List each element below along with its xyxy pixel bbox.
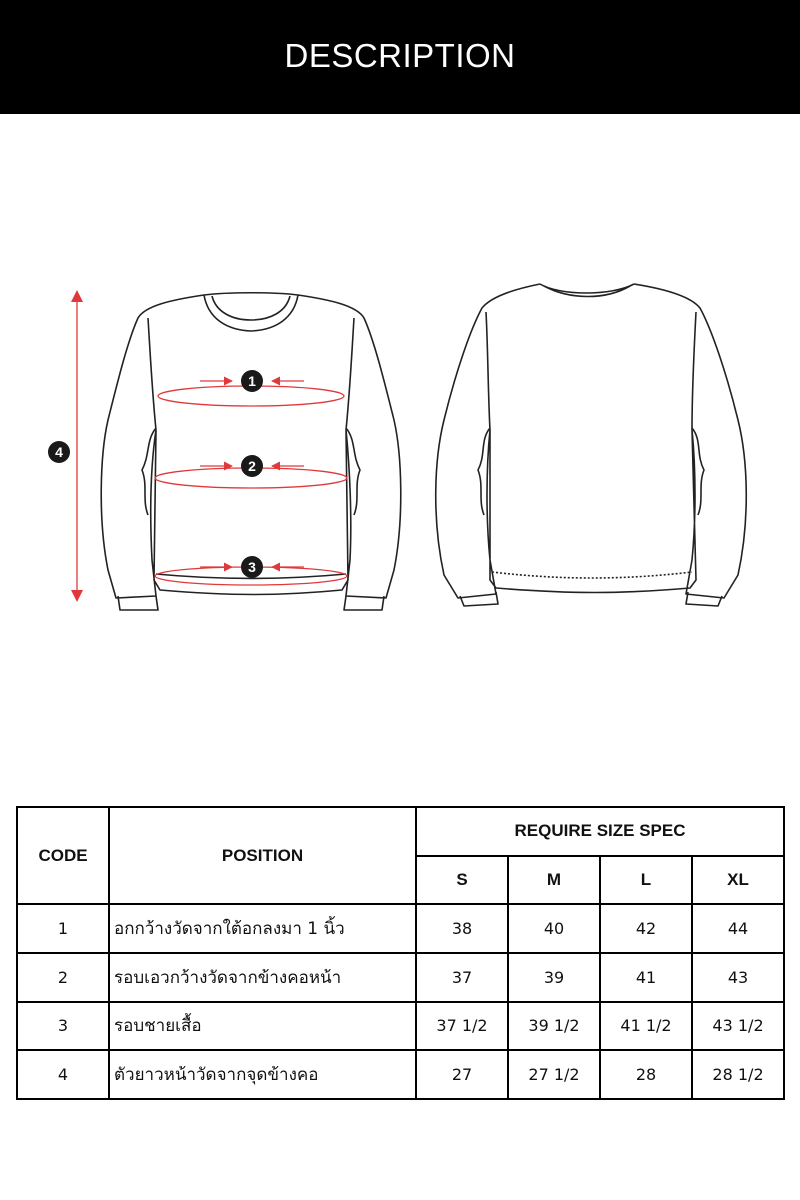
header-bar xyxy=(0,0,800,114)
value-cell: 27 1/2 xyxy=(508,1050,600,1099)
value-cell: 39 1/2 xyxy=(508,1002,600,1051)
value-cell: 28 1/2 xyxy=(692,1050,784,1099)
svg-text:4: 4 xyxy=(55,444,63,460)
marker-3 xyxy=(241,556,263,578)
page-title: DESCRIPTION xyxy=(284,37,516,74)
value-cell: 28 xyxy=(600,1050,692,1099)
value-cell: 38 xyxy=(416,904,508,953)
size-header-s: S xyxy=(416,856,508,905)
position-cell: รอบชายเสื้อ xyxy=(109,1002,416,1051)
table-header-row xyxy=(17,807,784,856)
value-cell: 39 xyxy=(508,953,600,1002)
svg-text:3: 3 xyxy=(248,559,256,575)
svg-text:1: 1 xyxy=(248,373,256,389)
position-cell: ตัวยาวหน้าวัดจากจุดข้างคอ xyxy=(109,1050,416,1099)
table-row xyxy=(17,1002,784,1051)
table-row xyxy=(17,904,784,953)
size-header-xl: XL xyxy=(692,856,784,905)
svg-text:2: 2 xyxy=(248,458,256,474)
size-header-l: L xyxy=(600,856,692,905)
value-cell: 37 xyxy=(416,953,508,1002)
value-cell: 41 1/2 xyxy=(600,1002,692,1051)
value-cell: 43 xyxy=(692,953,784,1002)
code-cell: 4 xyxy=(17,1050,109,1099)
marker-2 xyxy=(241,455,263,477)
value-cell: 42 xyxy=(600,904,692,953)
value-cell: 27 xyxy=(416,1050,508,1099)
value-cell: 37 1/2 xyxy=(416,1002,508,1051)
code-cell: 2 xyxy=(17,953,109,1002)
value-cell: 44 xyxy=(692,904,784,953)
value-cell: 43 1/2 xyxy=(692,1002,784,1051)
position-cell: รอบเอวกว้างวัดจากข้างคอหน้า xyxy=(109,953,416,1002)
code-cell: 1 xyxy=(17,904,109,953)
size-spec-table xyxy=(16,806,785,1100)
position-header: POSITION xyxy=(109,807,416,904)
table-row xyxy=(17,953,784,1002)
spec-header: REQUIRE SIZE SPEC xyxy=(416,807,784,856)
sweater-back xyxy=(436,284,747,606)
code-cell: 3 xyxy=(17,1002,109,1051)
size-header-m: M xyxy=(508,856,600,905)
value-cell: 40 xyxy=(508,904,600,953)
code-header: CODE xyxy=(17,807,109,904)
marker-1 xyxy=(241,370,263,392)
position-cell: อกกว้างวัดจากใต้อกลงมา 1 นิ้ว xyxy=(109,904,416,953)
measure-lines xyxy=(71,290,347,602)
sweater-diagram xyxy=(0,270,800,630)
value-cell: 41 xyxy=(600,953,692,1002)
table-row xyxy=(17,1050,784,1099)
marker-4 xyxy=(48,441,70,463)
